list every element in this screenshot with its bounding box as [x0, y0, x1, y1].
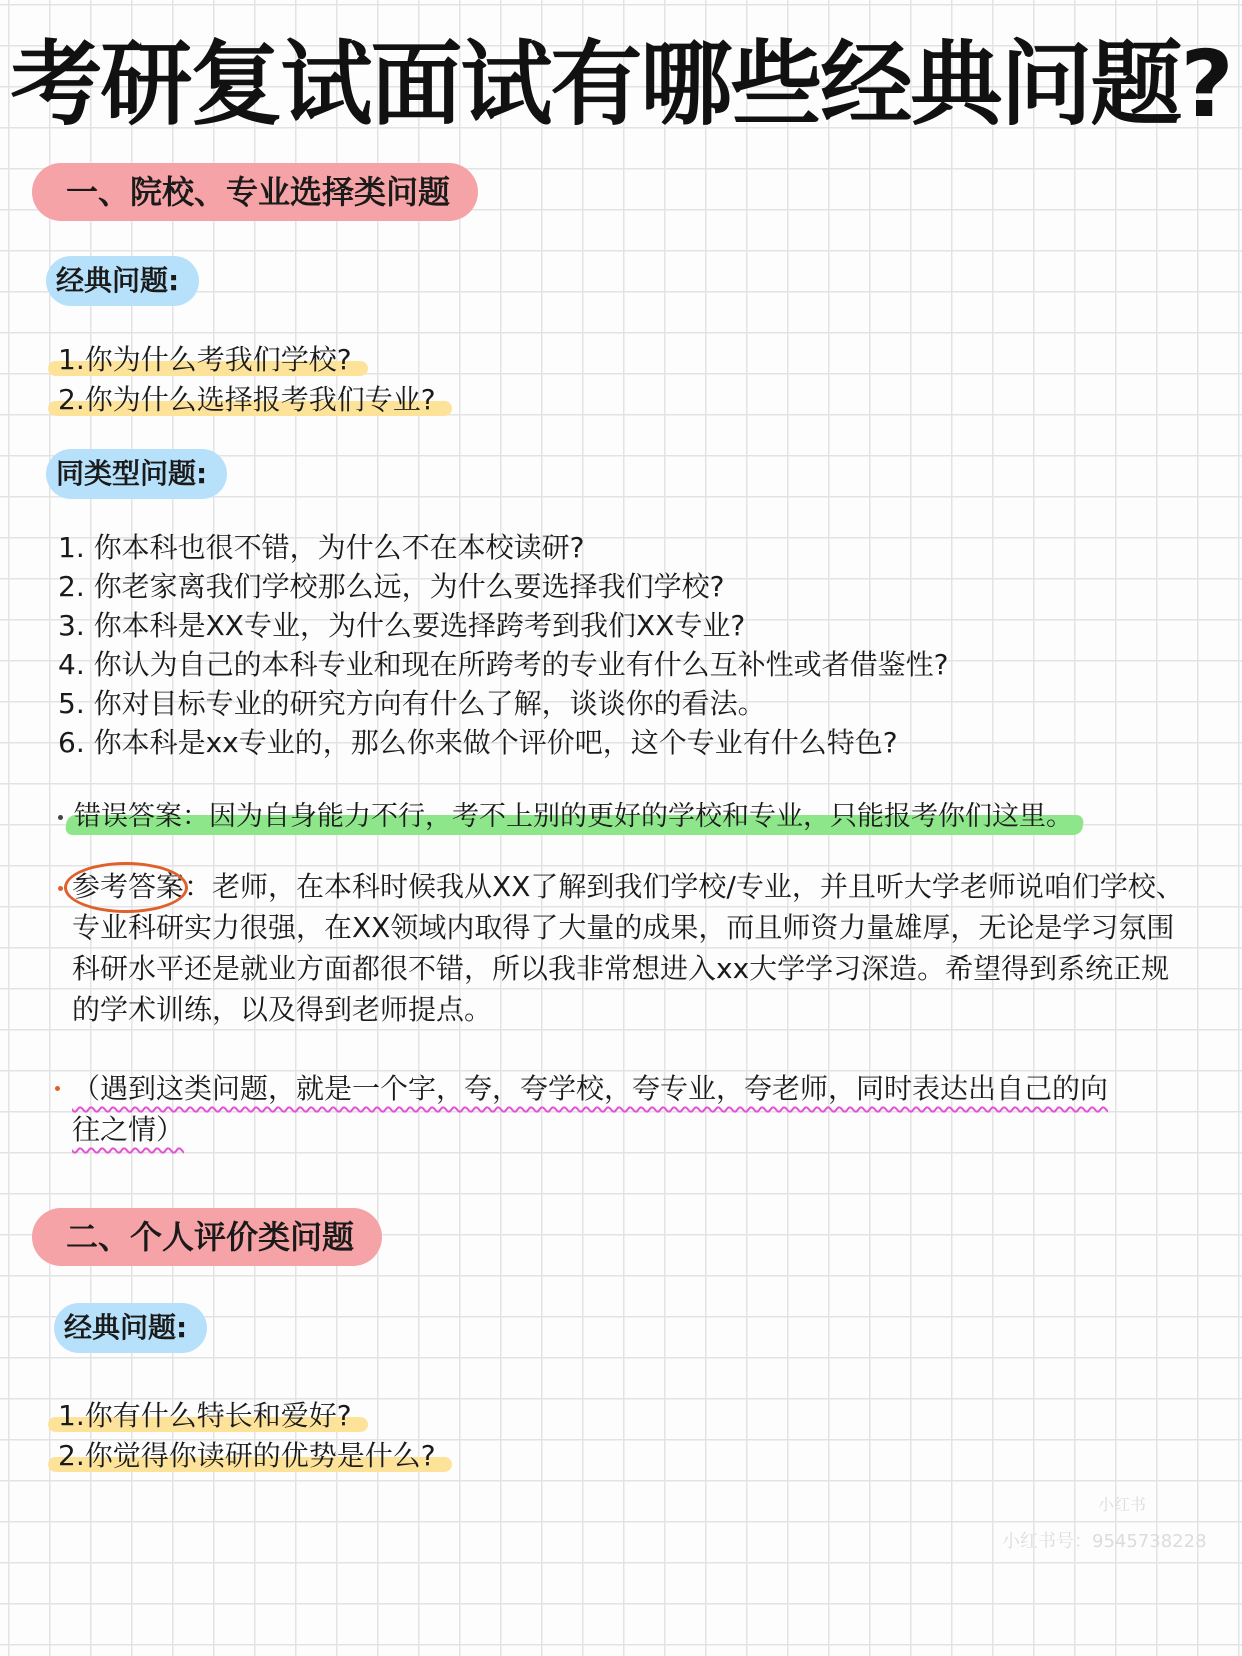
section1-classic-list — [58, 340, 448, 420]
wrong-answer-text: 错误答案：因为自身能力不行，考不上别的更好的学校和专业，只能报考你们这里。 — [66, 797, 1083, 837]
list-item: 5. 你对目标专业的研究方向有什么了解，谈谈你的看法。 — [58, 687, 766, 720]
reference-answer-label: 参考答案 — [72, 866, 184, 907]
reference-answer — [72, 866, 1192, 1030]
section1-heading: 一、院校、专业选择类问题 — [32, 163, 478, 221]
bullet-dot — [58, 886, 63, 891]
note — [72, 1068, 1122, 1150]
list-item: 6. 你本科是xx专业的，那么你来做个评价吧，这个专业有什么特色? — [58, 726, 898, 759]
wrong-answer — [66, 797, 1083, 837]
list-item: 1.你有什么特长和爱好? — [54, 1396, 364, 1436]
section1-similar-label: 同类型问题: — [46, 449, 227, 499]
reference-answer-text: ：老师，在本科时候我从XX了解到我们学校/专业，并且听大学老师说咱们学校、专业科研实力很强，在XX领域内取得了大量的成果，而且师资力量雄厚，无论是学习氛围科研水平还是就业方面都很不错，所以我非常想进入xx大学学习深造。希望得到系统正规的学术训练，以及得到老师提点。 — [72, 870, 1184, 1026]
bullet-dot — [55, 1086, 60, 1091]
list-item: 2. 你老家离我们学校那么远，为什么要选择我们学校? — [58, 570, 725, 603]
list-item: 2.你为什么选择报考我们专业? — [54, 380, 448, 420]
section1-similar-list — [58, 528, 948, 762]
section1-classic-label: 经典问题: — [46, 256, 199, 306]
list-item: 1.你为什么考我们学校? — [54, 340, 364, 380]
list-item: 1. 你本科也很不错，为什么不在本校读研? — [58, 531, 585, 564]
watermark-text: 小红书号：9545738228 — [1002, 1531, 1207, 1552]
list-item: 2.你觉得你读研的优势是什么? — [54, 1436, 448, 1476]
section2-classic-list — [58, 1396, 448, 1476]
list-item: 3. 你本科是XX专业，为什么要选择跨考到我们XX专业? — [58, 609, 746, 642]
watermark-logo: 小红书 — [1098, 1495, 1147, 1514]
section2-classic-label: 经典问题: — [54, 1303, 207, 1353]
note-text: （遇到这类问题，就是一个字，夸，夸学校，夸专业，夸老师，同时表达出自己的向往之情） — [72, 1072, 1109, 1146]
list-item: 4. 你认为自己的本科专业和现在所跨考的专业有什么互补性或者借鉴性? — [58, 648, 949, 681]
section2-heading: 二、个人评价类问题 — [32, 1208, 382, 1266]
page-title: 考研复试面试有哪些经典问题? — [10, 31, 1232, 138]
bullet-dot — [58, 815, 63, 820]
